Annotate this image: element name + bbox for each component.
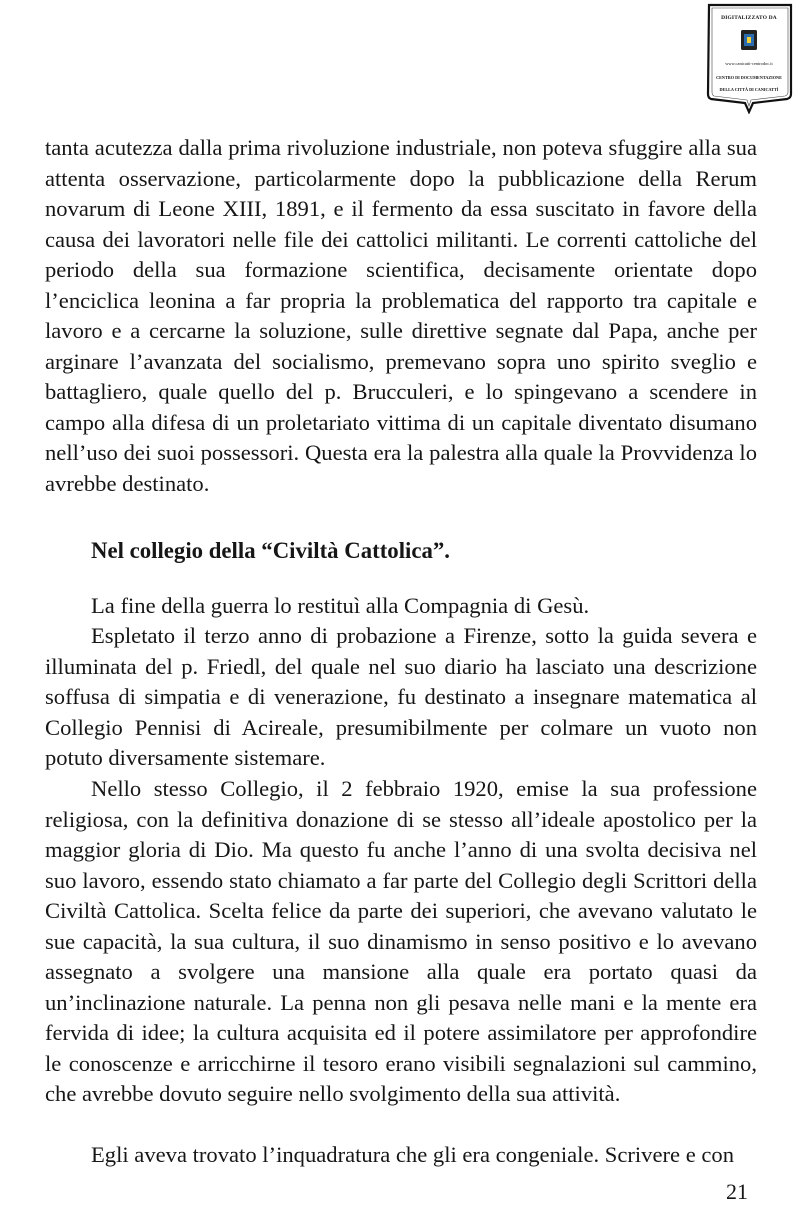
stamp-title: DIGITALIZZATO DA	[721, 15, 777, 21]
body-paragraph-4: Nello stesso Collegio, il 2 febbraio 1920, emise la sua professione religiosa, con la definitiva donazione di se stesso all’ideale apostolico per la maggior gloria di Dio. Ma questo fu anche l’anno di una svolta decisiva nel suo lavoro, essendo stato chiamato a far parte del Collegio degli Scrittori della Civiltà Cattolica. Scelta felice da parte dei superiori, che avevano valutato le sue capacità, la sua cultura, il suo dinamismo in senso positivo e lo avevano assegnato a svolgere una mansione alla quale era portato quasi da un’inclinazione naturale. La penna non gli pesava nelle mani e la mente era fervida di idee; la cultura acquisita ed il potere assimilatore per approfondire le conoscenze e arricchirne il tesoro erano visibili segnalazioni sul cammino, che avrebbe dovuto seguire nello svolgimento della sua attività.	[45, 776, 757, 1107]
body-paragraph-3: Espletato il terzo anno di probazione a Firenze, sotto la guida severa e illuminata del p. Friedl, del quale nel suo diario ha lasciato una descrizione soffusa di simpatia e di venerazione, fu destinato a insegnare matematica al Collegio Pennisi di Acireale, presumibilmente per colmare un vuoto non potuto diversamente sistemare.	[45, 623, 757, 771]
city-crest-icon	[741, 30, 757, 50]
section-heading: Nel collegio della “Civiltà Cattolica”.	[91, 538, 450, 563]
body-paragraph-1: tanta acutezza dalla prima rivoluzione industriale, non poteva sfuggire alla sua attenta osservazione, particolarmente dopo la pubblicazione della Rerum novarum di Leone XIII, 1891, e il fermento da essa suscitato in favore della causa dei lavoratori nelle file dei cattolici militanti. Le correnti cattoliche del periodo della sua formazione scientifica, decisamente orientate dopo l’enciclica leonina a far propria la problematica del rapporto tra capitale e lavoro e a cercarne la soluzione, sulle direttive segnate dal Papa, anche per arginare l’avanzata del socialismo, premevano sopra uno spirito sveglio e battagliero, quale quello del p. Brucculeri, e lo spingevano a scendere in campo alla difesa di un proletariato vittima di un capitale diventato disumano nell’uso dei suoi possessori. Questa era la palestra alla quale la Provvidenza lo avrebbe destinato.	[45, 135, 757, 497]
stamp-website: www.canicatti-centrodoc.it	[725, 61, 773, 66]
digitization-stamp	[705, 2, 793, 114]
body-paragraph-5: Egli aveva trovato l’inquadratura che gli era congeniale. Scrivere e con	[91, 1142, 734, 1167]
stamp-city: DELLA CITTÀ DI CANICATTÌ	[719, 87, 779, 92]
page-number: 21	[726, 1179, 748, 1204]
body-paragraph-2: La fine della guerra lo restituì alla Compagnia di Gesù.	[91, 593, 590, 618]
stamp-centre: CENTRO DI DOCUMENTAZIONE	[716, 75, 782, 80]
